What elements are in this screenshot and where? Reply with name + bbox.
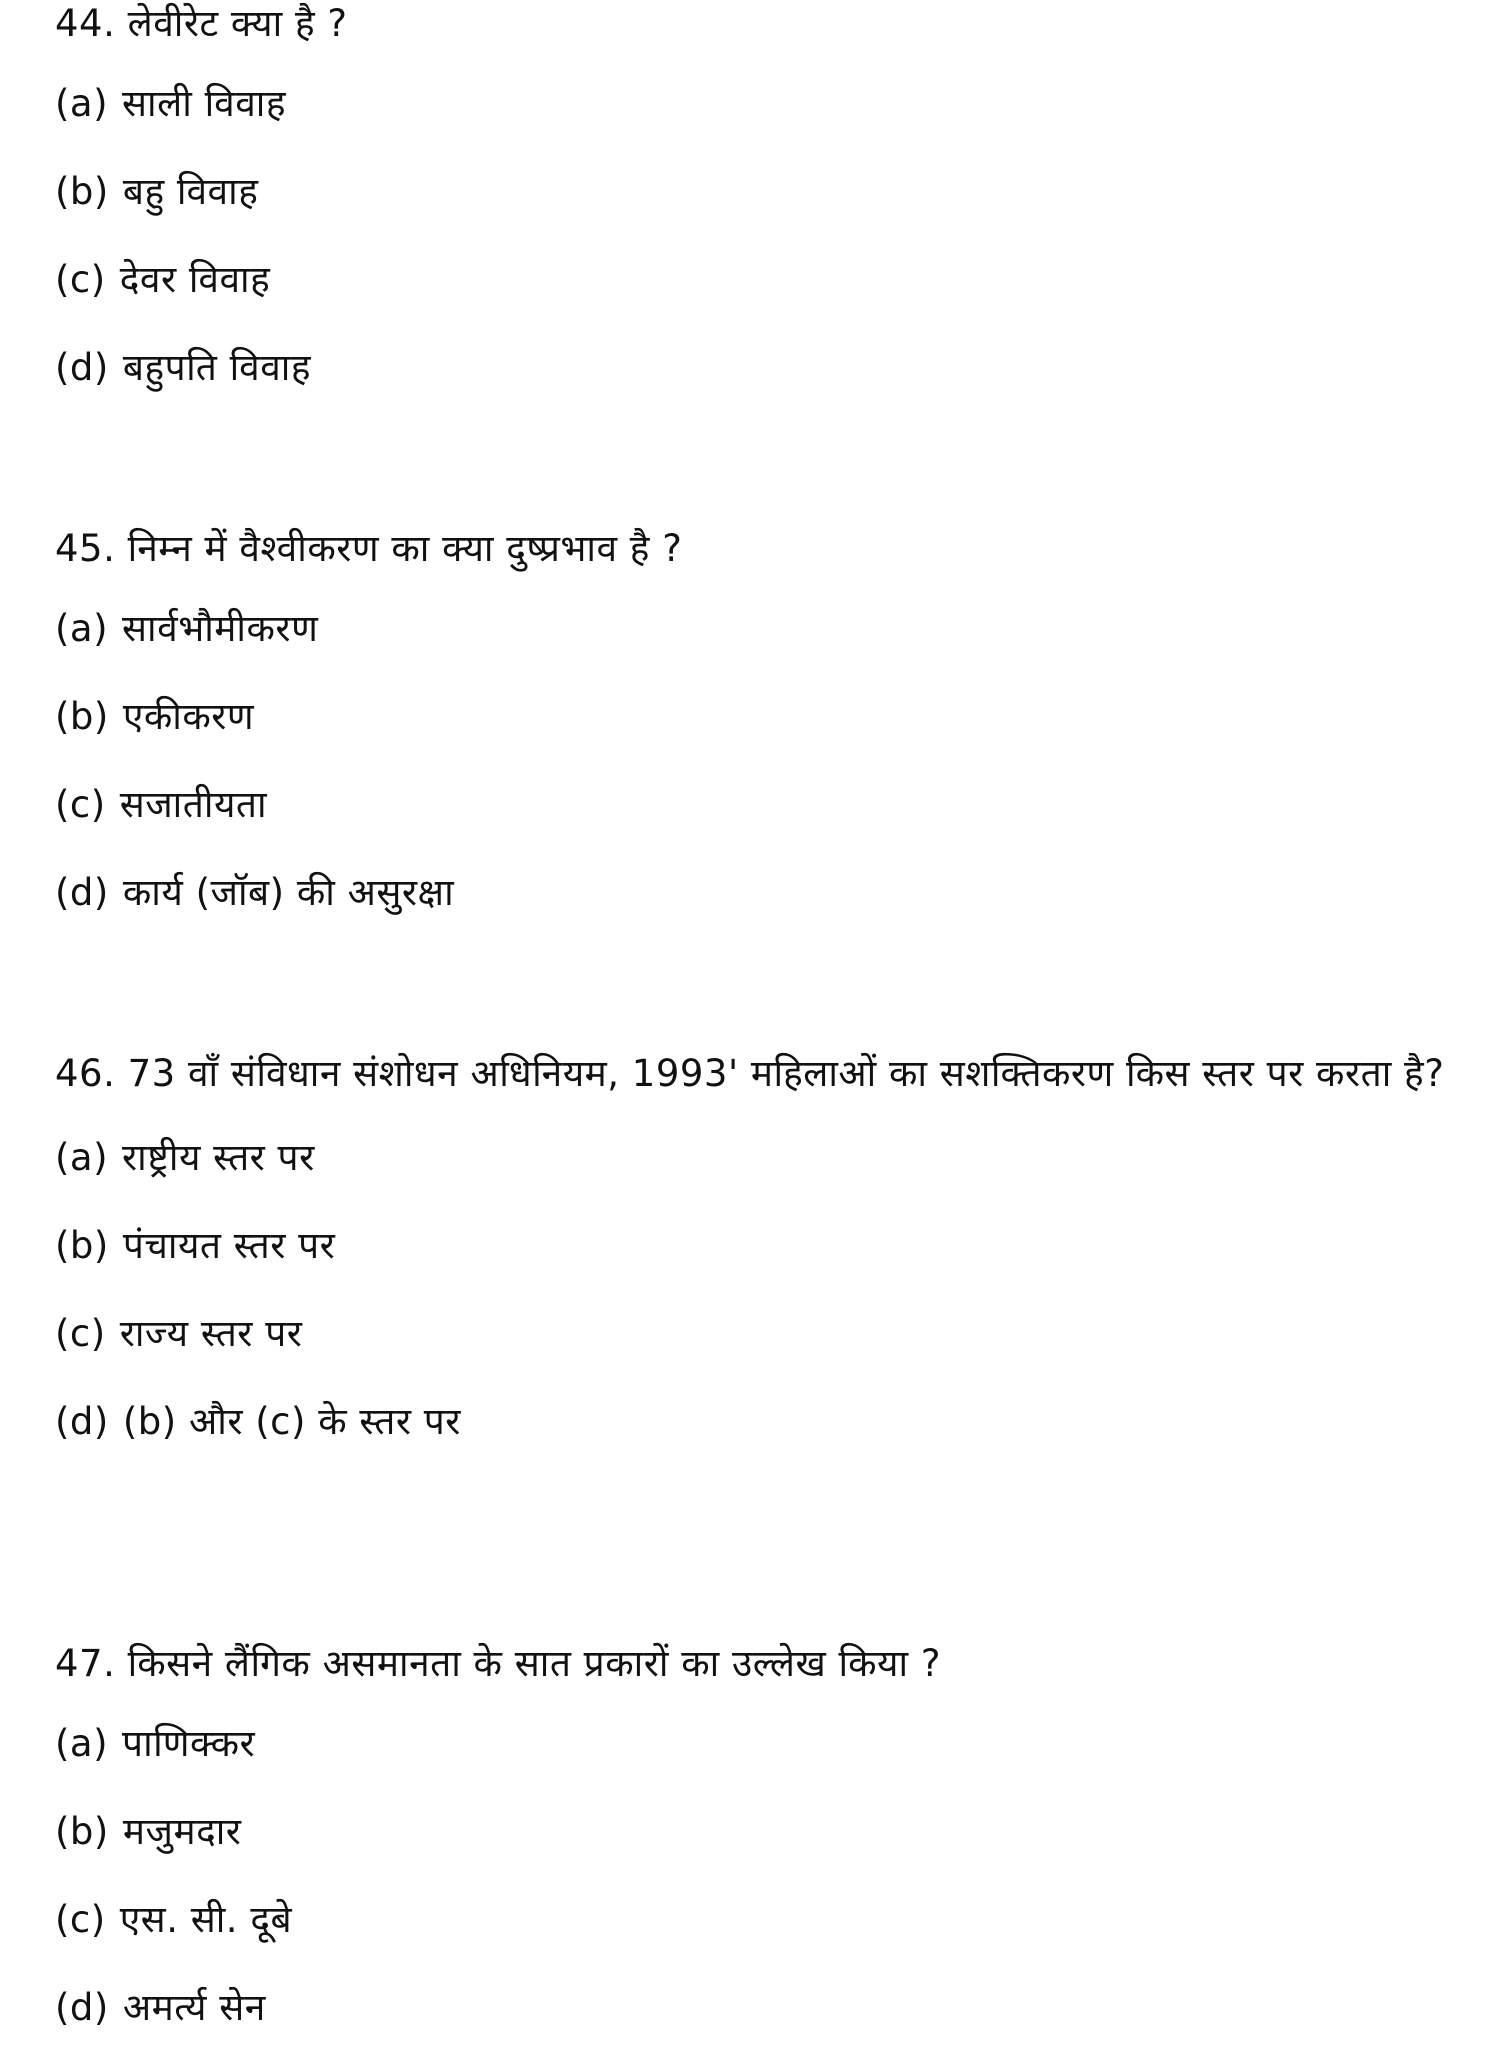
option-text: बहु विवाह	[122, 170, 259, 213]
option-letter: (a)	[55, 1722, 109, 1765]
option-text: साली विवाह	[122, 82, 287, 125]
option-letter: (c)	[55, 783, 106, 826]
option-text: पंचायत स्तर पर	[122, 1224, 336, 1267]
option-a	[55, 1720, 1455, 1808]
question-number: 44.	[55, 2, 116, 45]
option-letter: (b)	[55, 1810, 109, 1853]
option-letter: (d)	[55, 346, 109, 389]
question-44	[55, 0, 1455, 432]
question-text: किसने लैंगिक असमानता के सात प्रकारों का उल्लेख किया ?	[127, 1642, 941, 1685]
option-text: देवर विवाह	[119, 258, 271, 301]
option-letter: (c)	[55, 1898, 106, 1941]
question-stem	[55, 1042, 1445, 1106]
question-stem	[55, 0, 1455, 56]
option-letter: (a)	[55, 607, 109, 650]
option-text: पाणिक्कर	[122, 1722, 256, 1765]
option-letter: (c)	[55, 1312, 106, 1355]
question-47	[55, 1632, 1455, 2072]
option-letter: (d)	[55, 871, 109, 914]
option-a	[55, 605, 1455, 693]
option-text: सजातीयता	[119, 783, 268, 826]
option-d	[55, 1984, 1455, 2072]
option-c	[55, 256, 1455, 344]
option-text: एकीकरण	[122, 695, 255, 738]
option-d	[55, 344, 1455, 432]
option-text: मजुमदार	[122, 1810, 242, 1853]
option-text: राष्ट्रीय स्तर पर	[122, 1136, 315, 1179]
question-number: 45.	[55, 527, 116, 570]
option-d	[55, 869, 1455, 957]
option-letter: (b)	[55, 1224, 109, 1267]
option-text: कार्य (जॉब) की असुरक्षा	[122, 871, 455, 914]
question-46	[55, 1042, 1445, 1486]
option-letter: (d)	[55, 1986, 109, 2029]
option-letter: (b)	[55, 170, 109, 213]
question-45	[55, 517, 1455, 957]
question-number: 47.	[55, 1642, 116, 1685]
option-b	[55, 1222, 1445, 1310]
question-text: निम्न में वैश्वीकरण का क्या दुष्प्रभाव है ?	[127, 527, 683, 570]
option-text: राज्य स्तर पर	[119, 1312, 303, 1355]
option-letter: (a)	[55, 1136, 109, 1179]
option-b	[55, 1808, 1455, 1896]
option-letter: (c)	[55, 258, 106, 301]
option-text: सार्वभौमीकरण	[122, 607, 319, 650]
question-number: 46.	[55, 1052, 116, 1095]
question-stem	[55, 517, 1455, 581]
option-letter: (d)	[55, 1400, 109, 1443]
option-d	[55, 1398, 1445, 1486]
option-b	[55, 693, 1455, 781]
question-text: लेवीरेट क्या है ?	[127, 2, 348, 45]
option-a	[55, 80, 1455, 168]
option-text: बहुपति विवाह	[122, 346, 312, 389]
question-stem	[55, 1632, 1455, 1696]
option-text: एस. सी. दूबे	[119, 1898, 293, 1941]
option-a	[55, 1134, 1445, 1222]
option-b	[55, 168, 1455, 256]
option-letter: (b)	[55, 695, 109, 738]
option-c	[55, 1896, 1455, 1984]
question-text: 73 वाँ संविधान संशोधन अधिनियम, 1993' महिलाओं का सशक्तिकरण किस स्तर पर करता है?	[127, 1052, 1445, 1095]
option-text: अमर्त्य सेन	[122, 1986, 266, 2029]
option-letter: (a)	[55, 82, 109, 125]
option-c	[55, 781, 1455, 869]
option-c	[55, 1310, 1445, 1398]
option-text: (b) और (c) के स्तर पर	[122, 1400, 461, 1443]
